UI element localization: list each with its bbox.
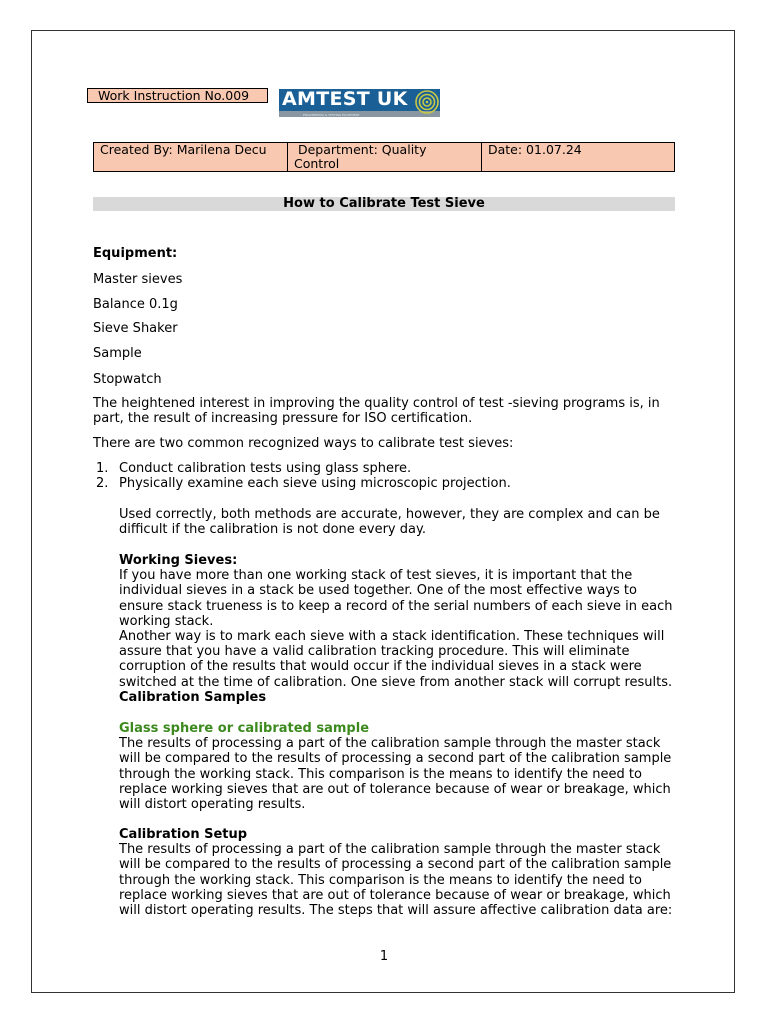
calibration-setup-heading: Calibration Setup [119, 827, 248, 842]
intro-line: part, the result of increasing pressure for ISO certification. [93, 411, 473, 427]
paragraph-line: will distort operating results. [119, 797, 306, 813]
equipment-item: Stopwatch [93, 372, 162, 387]
intro-line: The heightened interest in improving the quality control of test -sieving programs is, in [93, 396, 660, 411]
list-text: Conduct calibration tests using glass sphere. [119, 461, 412, 476]
work-instruction-box: Work Instruction No.009 [87, 88, 268, 103]
date-cell [482, 143, 675, 172]
document-title: How to Calibrate Test Sieve [93, 197, 675, 211]
header-info-table [93, 142, 675, 172]
created-by-cell [94, 143, 288, 172]
department-line1: Department: Quality [294, 142, 427, 157]
calibration-setup-section [119, 827, 672, 918]
equipment-item: Sample [93, 346, 142, 361]
paragraph-line: The results of processing a part of the calibration sample through the master stack [119, 736, 661, 752]
equipment-item: Balance 0.1g [93, 297, 178, 312]
list-number: 1. [96, 461, 109, 476]
paragraph-line: corruption of the results that would occur if the individual sieves in a stack were [119, 659, 642, 675]
paragraph-line: If you have more than one working stack of test sieves, it is important that the [119, 568, 633, 584]
equipment-heading: Equipment: [93, 246, 178, 261]
paragraph-line: The results of processing a part of the calibration sample through the master stack [119, 842, 661, 858]
calibration-samples-heading: Calibration Samples [119, 689, 267, 705]
list-item [93, 461, 653, 476]
paragraph-line: will be compared to the results of processing a second part of the calibration sample [119, 751, 672, 767]
glass-sphere-subheading: Glass sphere or calibrated sample [119, 721, 370, 736]
created-by: Created By: Marilena Decu [100, 142, 267, 157]
paragraph-line: assure that you have a valid calibration tracking procedure. This will eliminate [119, 644, 630, 660]
paragraph-line: working stack. [119, 613, 214, 629]
paragraph-line: through the working stack. This comparison is the means to identify the need to [119, 872, 642, 888]
list-item [93, 476, 653, 491]
working-sieves-section [119, 553, 672, 705]
amtest-logo [279, 89, 440, 117]
note-line: difficult if the calibration is not done every day. [119, 522, 426, 538]
paragraph-line: will be compared to the results of processing a second part of the calibration sample [119, 857, 672, 873]
list-number: 2. [96, 476, 109, 492]
logo-rings-icon [410, 89, 440, 117]
department-cell [288, 143, 482, 172]
date: Date: 01.07.24 [488, 142, 582, 157]
page-number: 1 [379, 949, 389, 964]
methods-note [119, 507, 660, 537]
note-line: Used correctly, both methods are accurate, however, they are complex and can be [119, 507, 660, 522]
paragraph-line: Another way is to mark each sieve with a stack identification. These techniques will [119, 629, 665, 645]
equipment-item: Master sieves [93, 272, 183, 287]
paragraph-line: switched at the time of calibration. One sieve from another stack will corrupt results. [119, 674, 673, 690]
paragraph-line: will distort operating results. The steps that will assure affective calibration data are: [119, 903, 673, 919]
logo-tagline: ENGINEERING & TESTING EQUIPMENT [303, 113, 360, 117]
paragraph-line: individual sieves in a stack be used together. One of the most effective ways to [119, 583, 637, 599]
paragraph-line: replace working sieves that are out of tolerance because of wear or breakage, which [119, 887, 671, 903]
calibration-samples-section [119, 721, 671, 812]
intro-paragraph-2: There are two common recognized ways to calibrate test sieves: [93, 436, 514, 451]
paragraph-line: through the working stack. This comparison is the means to identify the need to [119, 766, 642, 782]
logo-text: AMTEST UK [282, 89, 408, 110]
paragraph-line: replace working sieves that are out of tolerance because of wear or breakage, which [119, 781, 671, 797]
working-sieves-heading: Working Sieves: [119, 553, 238, 568]
methods-list [93, 461, 653, 491]
equipment-item: Sieve Shaker [93, 321, 178, 336]
paragraph-line: ensure stack trueness is to keep a record of the serial numbers of each sieve in each [119, 598, 673, 614]
department-line2: Control [294, 156, 340, 171]
intro-paragraph [93, 396, 660, 426]
list-text: Physically examine each sieve using microscopic projection. [119, 476, 511, 492]
